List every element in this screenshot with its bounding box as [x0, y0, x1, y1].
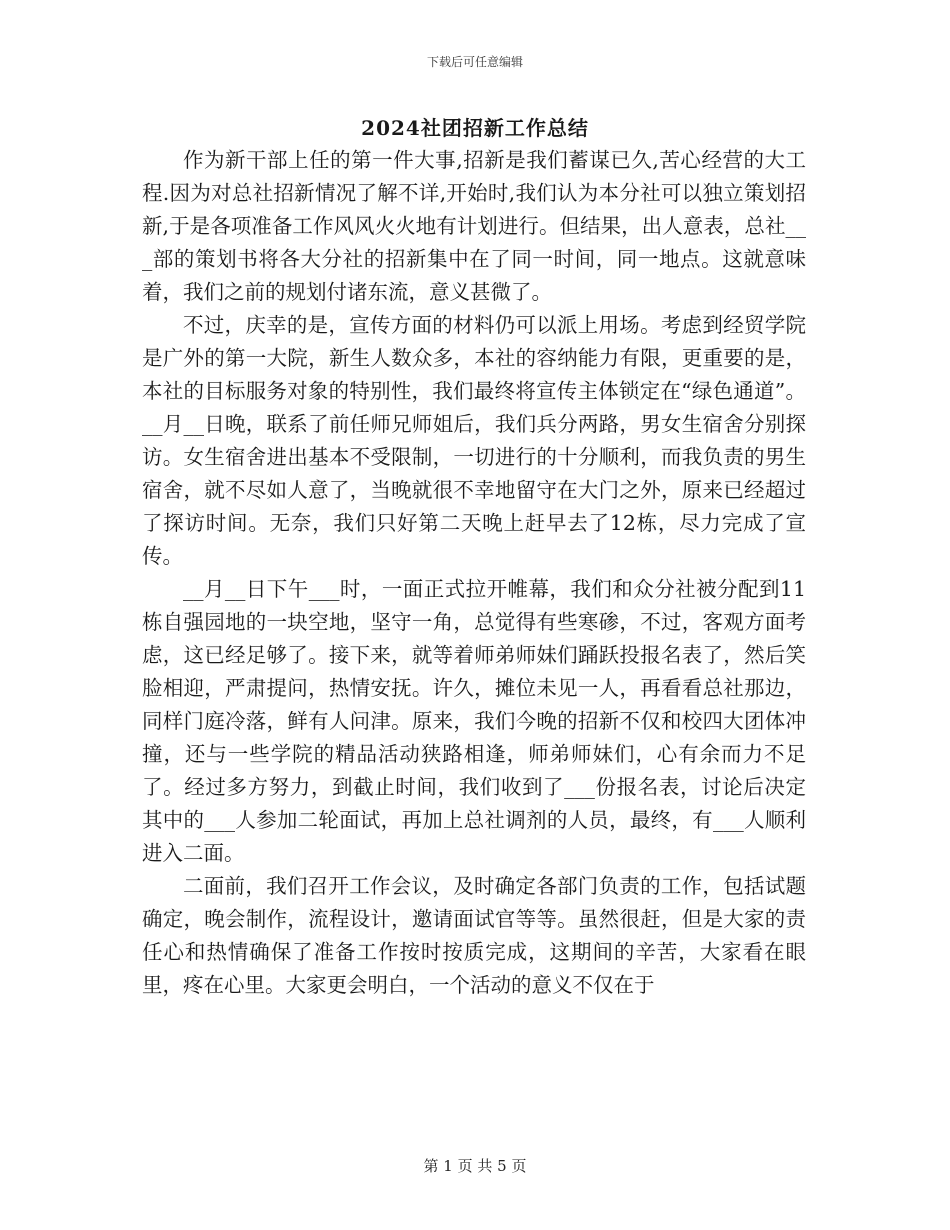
paragraph-4: 二面前，我们召开工作会议，及时确定各部门负责的工作，包括试题确定，晚会制作，流程设计，邀请面试官等等。虽然很赶，但是大家的责任心和热情确保了准备工作按时按质完成，这期间的辛苦，大家看在眼里，疼在心里。大家更会明白，一个活动的意义不仅在于 [142, 874, 806, 997]
page-number: 第 1 页 共 5 页 [423, 1157, 527, 1175]
document-body [142, 144, 806, 1002]
document-title: 2024社团招新工作总结 [361, 116, 589, 140]
page-header-note: 下载后可任意编辑 [426, 55, 523, 69]
paragraph-1: 作为新干部上任的第一件大事,招新是我们蓄谋已久,苦心经营的大工程.因为对总社招新情况了解不详,开始时,我们认为本分社可以独立策划招新,于是各项准备工作风风火火地有计划进行。但结果，出人意表，总社___部的策划书将各大分社的招新集中在了同一时间，同一地点。这就意味着，我们之前的规划付诸东流，意义甚微了。 [142, 148, 806, 304]
paragraph-3: __月__日下午___时，一面正式拉开帷幕，我们和众分社被分配到11栋自强园地的一块空地，坚守一角，总觉得有些寒碜，不过，客观方面考虑，这已经足够了。接下来，就等着师弟师妹们踊跃投报名表了，然后笑脸相迎，严肃提问，热情安抚。许久，摊位未见一人，再看看总社那边，同样门庭冷落，鲜有人问津。原来，我们今晚的招新不仅和校四大团体冲撞，还与一些学院的精品活动狭路相逢，师弟师妹们，心有余而力不足了。经过多方努力，到截止时间，我们收到了___份报名表，讨论后决定其中的___人参加二轮面试，再加上总社调剂的人员，最终，有___人顺利进入二面。 [142, 577, 806, 865]
paragraph-2: 不过，庆幸的是，宣传方面的材料仍可以派上用场。考虑到经贸学院是广外的第一大院，新生人数众多，本社的容纳能力有限，更重要的是，本社的目标服务对象的特别性，我们最终将宣传主体锁定在“绿色通道”。__月__日晚，联系了前任师兄师姐后，我们兵分两路，男女生宿舍分别探访。女生宿舍进出基本不受限制，一切进行的十分顺利，而我负责的男生宿舍，就不尽如人意了，当晚就很不幸地留守在大门之外，原来已经超过了探访时间。无奈，我们只好第二天晚上赶早去了12栋，尽力完成了宣传。 [142, 313, 806, 568]
